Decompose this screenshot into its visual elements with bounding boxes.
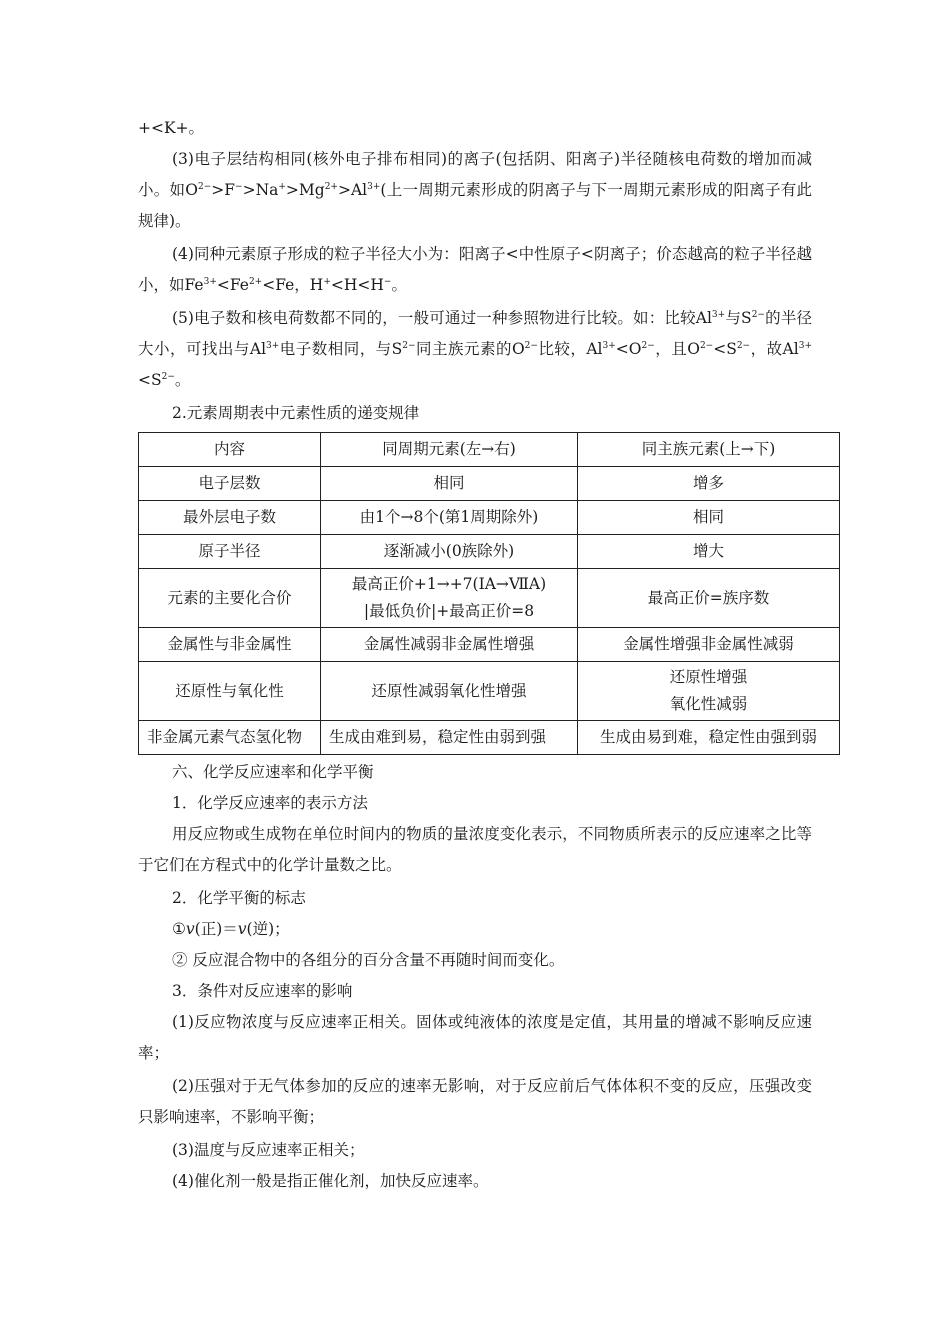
table-row	[139, 501, 840, 535]
paragraph-item-4: (4)同种元素原子形成的粒子半径大小为：阳离子<中性原子<阴离子；价态越高的粒子半径越小，如$Fe^{3+}<Fe^{2+}<Fe$，H+<H<H−。	[138, 245, 812, 294]
table-cell: 相同	[578, 501, 840, 535]
table-cell: 增多	[578, 467, 840, 501]
paragraph-item-5: (5)电子数和核电荷数都不同的，一般可通过一种参照物进行比较。如：比较$Al^{3+}$与$S^{2-}$的半径大小，可找出与$Al^{3+}$电子数相同，与$S^{2-}$同主族元素的$O^{2-}$比较，$Al^{3+}<O^{2-}$，且$O^{2-}<S^{2-}$，故$Al^{3+}<S^{2-}$。	[138, 309, 812, 389]
equilibrium-condition-1: ①v(正)＝v(逆)；	[172, 920, 290, 938]
table-cell-line: 最高正价+1→+7(ⅠA→ⅦA)	[351, 575, 547, 593]
table-cell: 生成由难到易，稳定性由弱到强	[321, 721, 578, 755]
text-line-top: +<K+。	[138, 119, 205, 137]
table-header-cell: 内容	[139, 433, 321, 467]
table-cell-line: |最低负价|+最高正价=8	[363, 602, 535, 620]
table-cell: 元素的主要化合价	[139, 569, 321, 628]
section-title: 六、化学反应速率和化学平衡	[172, 763, 374, 781]
properties-table	[138, 432, 840, 755]
table-cell	[578, 662, 840, 721]
table-cell: 最外层电子数	[139, 501, 321, 535]
subheading-rate-expression: 1．化学反应速率的表示方法	[172, 794, 368, 812]
equilibrium-condition-2: ② 反应混合物中的各组分的百分含量不再随时间而变化。	[172, 951, 565, 969]
table-cell: 由1个→8个(第1周期除外)	[321, 501, 578, 535]
table-cell-line: 氧化性减弱	[669, 695, 748, 713]
factor-catalyst: (4)催化剂一般是指正催化剂，加快反应速率。	[172, 1172, 489, 1190]
table-cell: 原子半径	[139, 535, 321, 569]
table-cell: 还原性减弱氧化性增强	[321, 662, 578, 721]
document-page	[138, 113, 817, 1197]
table-cell: 电子层数	[139, 467, 321, 501]
table-cell: 逐渐减小(0族除外)	[321, 535, 578, 569]
table-cell: 金属性与非金属性	[139, 628, 321, 662]
paragraph-rate-expression: 用反应物或生成物在单位时间内的物质的量浓度变化表示，不同物质所表示的反应速率之比等于它们在方程式中的化学计量数之比。	[138, 825, 812, 874]
table-header-row	[139, 433, 840, 467]
table-cell: 生成由易到难，稳定性由强到弱	[578, 721, 840, 755]
table-header-cell: 同主族元素(上→下)	[578, 433, 840, 467]
table-header-cell: 同周期元素(左→右)	[321, 433, 578, 467]
table-cell: 金属性增强非金属性减弱	[578, 628, 840, 662]
table-heading: 2.元素周期表中元素性质的递变规律	[172, 404, 420, 422]
factor-concentration: (1)反应物浓度与反应速率正相关。固体或纯液体的浓度是定值，其用量的增减不影响反应速率；	[138, 1013, 812, 1062]
subheading-equilibrium-signs: 2．化学平衡的标志	[172, 889, 306, 907]
table-row	[139, 569, 840, 628]
table-cell	[321, 569, 578, 628]
subheading-rate-factors: 3．条件对反应速率的影响	[172, 982, 353, 1000]
table-cell: 金属性减弱非金属性增强	[321, 628, 578, 662]
table-cell: 还原性与氧化性	[139, 662, 321, 721]
table-cell: 增大	[578, 535, 840, 569]
table-cell: 相同	[321, 467, 578, 501]
table-cell: 最高正价=族序数	[578, 569, 840, 628]
factor-temperature: (3)温度与反应速率正相关；	[172, 1141, 365, 1159]
table-row	[139, 662, 840, 721]
table-row	[139, 535, 840, 569]
paragraph-item-3: (3)电子层结构相同(核外电子排布相同)的离子(包括阴、阳离子)半径随核电荷数的增加而减小。如$O^{2-}>F^->Na^+>Mg^{2+}>Al^{3+}$(上一周期元素形成的阴离子与下一周期元素形成的阳离子有此规律)。	[138, 150, 812, 230]
table-row	[139, 721, 840, 755]
factor-pressure: (2)压强对于无气体参加的反应的速率无影响，对于反应前后气体体积不变的反应，压强改变只影响速率，不影响平衡；	[138, 1077, 812, 1126]
table-row	[139, 467, 840, 501]
table-cell: 非金属元素气态氢化物	[139, 721, 321, 755]
table-cell-line: 还原性增强	[669, 668, 748, 686]
table-row	[139, 628, 840, 662]
